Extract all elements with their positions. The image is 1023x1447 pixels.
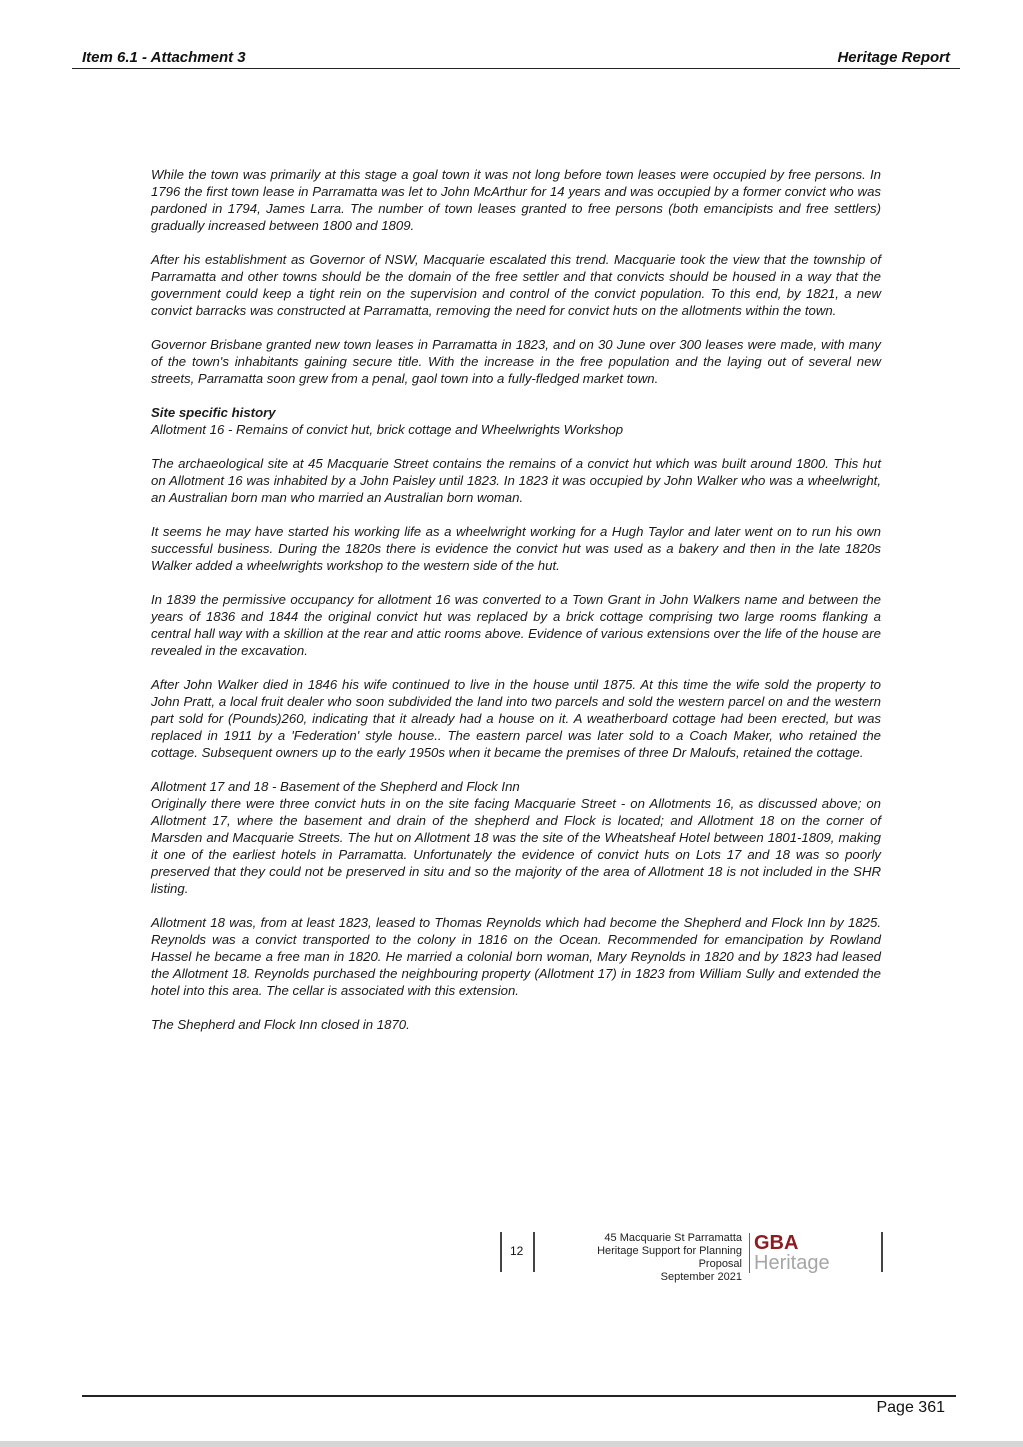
page-number: Page 361 xyxy=(876,1399,945,1416)
section-subheading: Allotment 17 and 18 - Basement of the Shepherd and Flock Inn xyxy=(151,779,520,794)
footer-address xyxy=(560,1232,742,1284)
logo-divider xyxy=(749,1233,750,1273)
section-subheading: Allotment 16 - Remains of convict hut, brick cottage and Wheelwrights Workshop xyxy=(151,422,624,437)
paragraph: Allotment 18 was, from at least 1823, leased to Thomas Reynolds which had become the Shepherd and Flock Inn by 1825. Reynolds was a convict transported to the colony in 1816 on the Ocean. Recommended for emancipation by Rowland Hassel he became a free man in 1820. He married a colonial born woman, Mary Reynolds in 1820 and by 1823 had leased the Allotment 18. Reynolds purchased the neighbouring property (Allotment 17) in 1823 from William Sully and extended the hotel into this area. The cellar is associated with this extension. xyxy=(151,915,881,998)
paragraph: Originally there were three convict huts in on the site facing Macquarie Street - on Allotments 16, as discussed above; on Allotment 17, where the basement and drain of the shepherd and Flock is located; and Allotment 18 on the corner of Marsden and Macquarie Streets. The hut on Allotment 18 was the site of the Wheatsheaf Hotel between 1801-1809, making it one of the earliest hotels in Parramatta. Unfortunately the evidence of convict huts on Lots 17 and 18 was so poorly preserved that they could not be preserved in situ and so the majority of the area of Allotment 18 is not included in the SHR listing. xyxy=(151,796,881,896)
address-line: September 2021 xyxy=(660,1271,742,1283)
header-item-label: Item 6.1 - Attachment 3 xyxy=(82,49,246,66)
paragraph: While the town was primarily at this stage a goal town it was not long before town leases were occupied by free persons. In 1796 the first town lease in Parramatta was let to John McArthur for 14 years and was occupied by a former convict who was pardoned in 1794, James Larra. The number of town leases granted to free persons (both emancipists and free settlers) gradually increased between 1800 and 1809. xyxy=(151,167,881,233)
section-heading: Site specific history xyxy=(151,405,276,420)
body-text xyxy=(151,166,881,1050)
paragraph: The archaeological site at 45 Macquarie Street contains the remains of a convict hut which was built around 1800. This hut on Allotment 16 was inhabited by a John Paisley until 1823. In 1823 it was occupied by John Walker who was a wheelwright, an Australian born man who married an Australian born woman. xyxy=(151,456,881,505)
address-line: Heritage Support for Planning xyxy=(597,1245,742,1257)
header-report-title: Heritage Report xyxy=(837,49,950,66)
paragraph: After his establishment as Governor of NSW, Macquarie escalated this trend. Macquarie took the view that the township of Parramatta and other towns should be the domain of the free settler and that convicts should be housed in a way that the government could keep a tight rein on the supervision and control of the convict population. To this end, by 1821, a new convict barracks was constructed at Parramatta, removing the need for convict huts on the allotments within the town. xyxy=(151,252,881,318)
footer-rule xyxy=(82,1395,956,1397)
address-line: 45 Macquarie St Parramatta xyxy=(604,1232,742,1244)
footer-divider xyxy=(533,1232,535,1272)
footer-divider xyxy=(500,1232,502,1272)
address-line: Proposal xyxy=(698,1258,742,1270)
page-header xyxy=(72,48,960,69)
paragraph: In 1839 the permissive occupancy for allotment 16 was converted to a Town Grant in John Walkers name and between the years of 1836 and 1844 the original convict hut was replaced by a brick cottage comprising two large rooms flanking a central hall way with a skillion at the rear and attic rooms above. Evidence of various extensions over the life of the house are revealed in the excavation. xyxy=(151,592,881,658)
viewer-bottom-strip xyxy=(0,1441,1023,1447)
paragraph: It seems he may have started his working life as a wheelwright working for a Hugh Taylor and later went on to run his own successful business. During the 1820s there is evidence the convict hut was used as a bakery and then in the late 1820s Walker added a wheelwrights workshop to the western side of the hut. xyxy=(151,524,881,573)
report-page-number: 12 xyxy=(510,1244,524,1258)
paragraph: The Shepherd and Flock Inn closed in 1870. xyxy=(151,1017,410,1032)
gba-logo-text: GBA xyxy=(754,1232,799,1254)
heritage-logo-text: Heritage xyxy=(754,1252,830,1274)
footer-divider xyxy=(881,1232,883,1272)
report-footer xyxy=(500,1232,885,1292)
paragraph: Governor Brisbane granted new town leases in Parramatta in 1823, and on 30 June over 300 leases were made, with many of the town's inhabitants gaining secure title. With the increase in the free population and the laying out of several new streets, Parramatta soon grew from a penal, gaol town into a fully-fledged market town. xyxy=(151,337,881,386)
paragraph: After John Walker died in 1846 his wife continued to live in the house until 1875. At this time the wife sold the property to John Pratt, a local fruit dealer who soon subdivided the land into two parcels and sold the western parcel on and the western part sold for (Pounds)260, indicating that it already had a house on it. A weatherboard cottage had been erected, but was replaced in 1911 by a 'Federation' style house.. The eastern parcel was later sold to a Coach Maker, who retained the cottage. Subsequent owners up to the early 1950s when it became the premises of three Dr Maloufs, retained the cottage. xyxy=(151,677,881,760)
